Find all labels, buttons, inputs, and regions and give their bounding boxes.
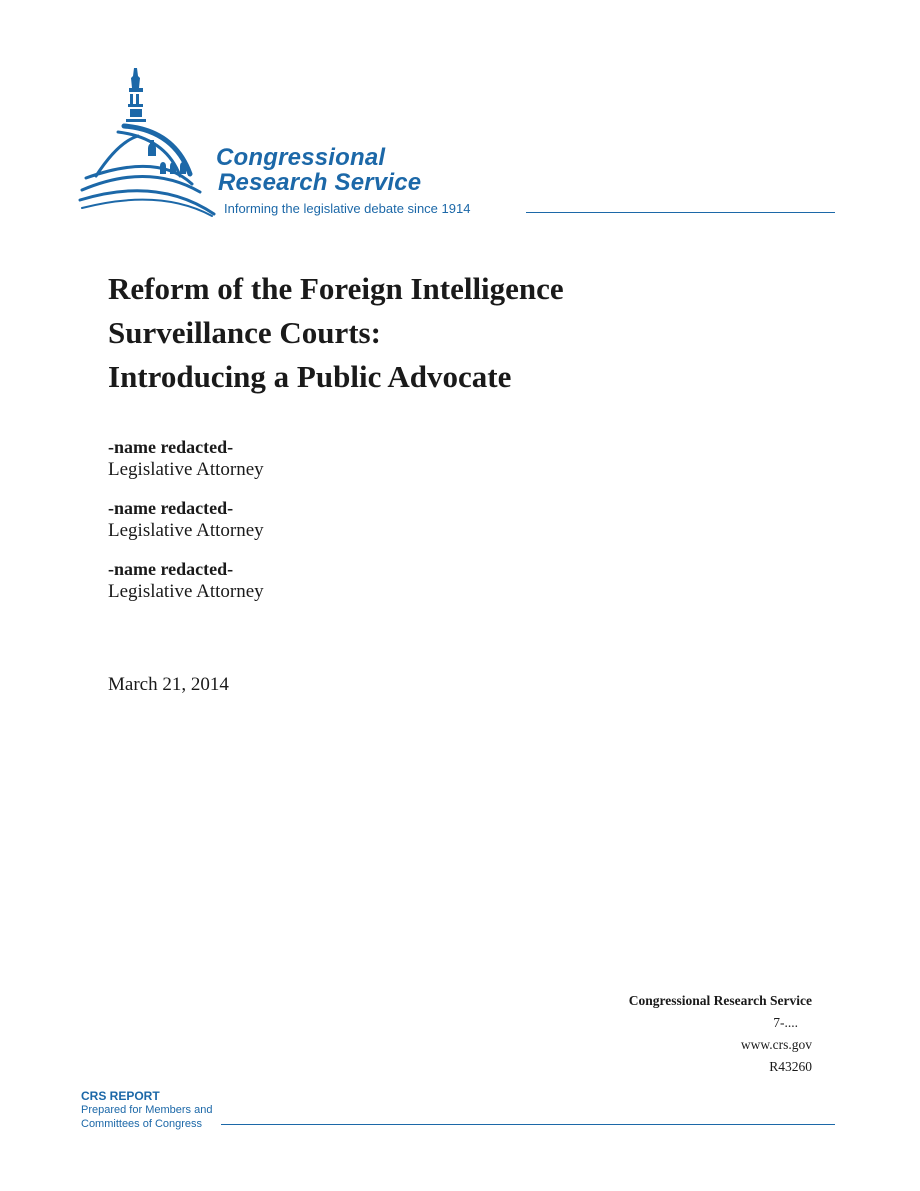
author-role: Legislative Attorney (108, 520, 264, 541)
title-line: Surveillance Courts: (108, 315, 381, 350)
author-entry (108, 558, 264, 604)
author-name: -name redacted- (108, 437, 234, 457)
report-number: R43260 (769, 1059, 812, 1074)
author-role: Legislative Attorney (108, 581, 264, 602)
report-label-line: Committees of Congress (81, 1118, 203, 1130)
author-name: -name redacted- (108, 559, 234, 579)
website-link[interactable]: www.crs.gov (740, 1037, 812, 1052)
report-title (108, 267, 564, 399)
crs-contact-block (629, 990, 812, 1078)
tagline: Informing the legislative debate since 1914 (224, 201, 471, 216)
title-line: Reform of the Foreign Intelligence (108, 271, 564, 306)
author-entry (108, 436, 264, 482)
title-line: Introducing a Public Advocate (108, 359, 512, 394)
report-label-title: CRS REPORT (81, 1089, 160, 1103)
crs-org-name: Congressional Research Service (628, 993, 812, 1008)
org-name-line2: Research Service (218, 169, 422, 196)
report-date: March 21, 2014 (108, 674, 229, 695)
report-label-line: Prepared for Members and (81, 1104, 213, 1116)
phone-code: 7-.... (773, 1015, 798, 1030)
author-entry (108, 497, 264, 543)
crs-report-label (81, 1089, 212, 1131)
footer-divider (221, 1124, 835, 1125)
header-divider (526, 212, 835, 213)
author-role: Legislative Attorney (108, 459, 264, 480)
author-list (108, 436, 264, 619)
org-name (216, 145, 421, 195)
org-name-line1: Congressional (216, 144, 386, 171)
author-name: -name redacted- (108, 498, 234, 518)
